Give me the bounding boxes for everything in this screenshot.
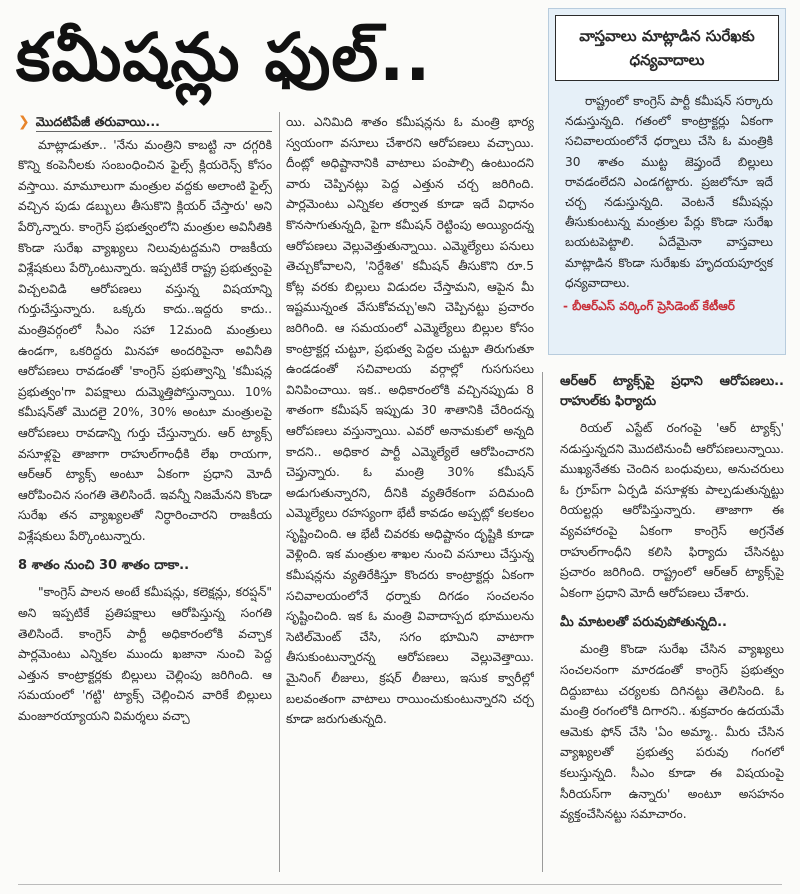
paragraph: మంత్రి కొండా సురేఖ చేసిన వ్యాఖ్యలు సంచలనంగా మారడంతో కాంగ్రెస్ ప్రభుత్వం దిద్దుబాటు చర్యలకు దిగినట్టు తెలిసింది. ఓ మంత్రి రంగంలోకి దిగారని.. శుక్రవారం ఉదయమే ఆమెకు ఫోన్ చేసి 'ఏం అమ్మా.. మీరు చేసిన వ్యాఖ్యలతో ప్రభుత్వ పరువు గంగలో కలుస్తున్నది. సీఎం కూడా ఈ విషయంపై సీరియస్‌గా ఉన్నారు' అంటూ అసహనం వ్యక్తంచేసినట్టు సమాచారం. xyxy=(560,642,784,822)
quote-box-body xyxy=(549,81,785,293)
paragraph: రియల్ ఎస్టేట్ రంగంపై 'ఆర్ ట్యాక్స్' నడుస్తున్నదని మొదటినుంచీ ఆరోపణలున్నాయి. ముఖ్యనేతకు చెందిన బంధువులు, అనుచరులు ఓ గ్రూప్‌గా ఏర్పడి వసూళ్లకు పాల్పడుతున్నట్టు రియల్టర్లు ఆరోపిస్తున్నారు. తాజాగా ఈ వ్యవహారంపై ఏకంగా కాంగ్రెస్ అగ్రనేత రాహుల్‌గాంధీని కలిసి ఫిర్యాదు చేసినట్టు ప్రచారం జరిగింది. రాష్ట్రంలో ఆర్ఆర్ ట్యాక్స్‌పై ఏకంగా ప్రధాని మోదీ ఆరోపణలు చేశారు. xyxy=(560,421,784,600)
paragraph: "కాంగ్రెస్ పాలన అంటే కమీషన్లు, కలెక్షన్లు, కరప్షన్" అని ఇప్పటికే ప్రతిపక్షాలు ఆరోపిస్తున్న సంగతి తెలిసిందే. కాంగ్రెస్ పార్టీ అధికారంలోకి వచ్చాక పార్లమెంటు ఎన్నికల ముందు ఖజానా నుంచి పెద్ద ఎత్తున కాంట్రాక్టర్లకు బిల్లులు చెల్లింపు జరిగింది. ఆ సమయంలో 'గట్టి' ట్యాక్స్ చెల్లించిన వారికే బిల్లులు మంజూరయ్యాయని విమర్శలు వచ్చా xyxy=(18,585,272,724)
bottom-rule xyxy=(18,884,782,885)
subheading: ఆర్ఆర్ ట్యాక్స్‌పై ప్రధాని ఆరోపణలు.. రాహుల్‌కు ఫిర్యాదు xyxy=(560,374,784,409)
continued-from-front-page xyxy=(18,112,272,133)
column-divider xyxy=(542,372,543,872)
article-column-3 xyxy=(560,372,784,872)
continued-label: మొదటిపేజీ తరువాయి... xyxy=(36,112,272,132)
quote-box xyxy=(548,8,786,355)
quote-text: రాష్ట్రంలో కాంగ్రెస్ పార్టీ కమీషన్ సర్కారు నడుస్తున్నది. గతంలో కాంట్రాక్టర్లు ఏకంగా సచివాలయంలోనే ధర్నాలు చేసి ఓ మంత్రికి 30 శాతం ముట్ట జెప్తుందే బిల్లులు రావడంలేదని ఎండగట్టారు. ప్రజలోనూ ఇదే చర్చ నడుస్తున్నది. వెంటనే కమీషన్లు తీసుకుంటున్న మంత్రుల పేర్లు కొండా సురేఖ బయటపెట్టాలి. ఏదేమైనా వాస్తవాలు మాట్లాడిన కొండా సురేఖకు హృదయపూర్వక ధన్యవాదాలు. xyxy=(565,94,773,290)
quote-attribution: - బీఆర్‌ఎస్ వర్కింగ్ ప్రెసిడెంట్ కేటీఆర్ xyxy=(563,299,735,314)
subheading: మీ మాటలతో పరువుపోతున్నది.. xyxy=(560,615,727,631)
paragraph: మాట్లాడుతూ.. 'నేను మంత్రిని కాబట్టి నా దగ్గరికి కొన్ని కంపెనీలకు సంబంధించిన ఫైల్స్ క్లియరెన్స్ కోసం వస్తాయి. మామూలుగా మంత్రుల వద్దకు అలాంటి ఫైల్స్ వచ్చిన పుడు డబ్బులు తీసుకొని క్లియర్ చేస్తారు' అని పేర్కొన్నారు. కాంగ్రెస్ ప్రభుత్వంలోని మంత్రుల అవినీతికి కొండా సురేఖ వ్యాఖ్యలు నిలువుటద్దమని రాజకీయ విశ్లేషకులు పేర్కొంటున్నారు. ఇప్పటికే రాష్ట్ర ప్రభుత్వంపై విచ్చలవిడి ఆరోపణలు వస్తున్న విషయాన్ని గుర్తుచేస్తున్నారు. ఒక్కరు కాదు..ఇద్దరు కాదు.. మంత్రివర్గంలో సీఎం సహా 12మంది మంత్రులు ఉండగా, ఒకరిద్దరు మినహా అందరిపైనా అవినీతి ఆరోపణలు రావడంతో 'కాంగ్రెస్ ప్రభుత్వాన్ని 'కమీషన్ల ప్రభుత్వం'గా విపక్షాలు దుమ్మెత్తిపోస్తున్నాయి. 10% కమీషన్‌తో మొదలై 20%, 30% అంటూ మంత్రులపై ఆరోపణలు రావడాన్ని గుర్తు చేస్తున్నారు. ఆర్ ట్యాక్స్ వసూళ్లపై తాజాగా రాహుల్‌గాంధీకి లేఖ రాయగా, ఆర్‌ఆర్ ట్యాక్స్ అంటూ ఏకంగా ప్రధాని మోదీ ఆరోపించిన సంగతి తెలిసిందే. ఇవన్నీ నిజమేనని కొండా సురేఖ తన వ్యాఖ్యలతో నిర్ధారించారని రాజకీయ విశ్లేషకులు పేర్కొంటున్నారు. xyxy=(18,137,272,543)
chevron-right-icon: ❯ xyxy=(18,114,30,130)
subheading: 8 శాతం నుంచి 30 శాతం దాకా.. xyxy=(18,558,190,574)
paragraph: యి. ఎనిమిది శాతం కమీషన్లను ఓ మంత్రి భార్య స్వయంగా వసూలు చేశారని ఆరోపణలు వచ్చాయి. దీంట్లో అధిష్టానానికి వాటాలు పంపాల్సి ఉంటుందని వారు చెప్పినట్లు పెద్ద ఎత్తున చర్చ జరిగింది. పార్లమెంటు ఎన్నికల తర్వాత కూడా ఇదే విధానం కొనసాగుతున్నది, పైగా కమీషన్ రెట్టింపు అయ్యిందన్న ఆరోపణలు వెల్లువెత్తుతున్నాయి. ఎమ్మెల్యేలు పనులు తెచ్చుకోవాలని, 'నిర్దేశిత' కమీషన్ తీసుకొని రూ.5 కోట్ల వరకు బిల్లులు విడుదల చేస్తామని, ఆపైన మీ ఇష్టమున్నంత వేసుకోవచ్చు'అని చెప్పినట్టు ప్రచారం జరిగింది. ఆ సమయంలో ఎమ్మెల్యేలు బిల్లుల కోసం కాంట్రాక్టర్ల చుట్టూ, ప్రభుత్వ పెద్దల చుట్టూ తిరుగుతూ ఉండడంతో సచివాలయ వర్గాల్లో గుసగుసలు వినిపించాయి. ఇక.. అధికారంలోకి వచ్చినప్పుడు 8 శాతంగా కమీషన్ ఇప్పుడు 30 శాతానికి చేరిందన్న ఆరోపణలు వస్తున్నాయి. ఎవరో అనామకులో అన్నది కాదని.. అధికార పార్టీ ఎమ్మెల్యేలే ఆరోపించారని చెప్తున్నారు. ఓ మంత్రి 30% కమీషన్ అడుగుతున్నారని, దీనికి వ్యతిరేకంగా పదిమంది ఎమ్మెల్యేలు రహస్యంగా భేటీ కావడం అప్పట్లో కలకలం సృష్టించింది. ఆ భేటీ చివరకు అధిష్టానం దృష్టికి కూడా వెళ్లింది. ఇక మంత్రుల శాఖల నుంచి వసూలు చేస్తున్న కమీషన్లను వ్యతిరేకిస్తూ కొందరు కాంట్రాక్టర్లు ఏకంగా సచివాలయంలోనే ధర్నాకు దిగడం సంచలనం సృష్టించింది. ఇక ఓ మంత్రి వివాదాస్పద భూములను సెటిల్‌మెంట్ చేసి, సగం భూమిని వాటాగా తీసుకుంటున్నారన్న ఆరోపణలు వెల్లువెత్తాయి. మైనింగ్ లీజులు, క్రషర్ లీజులు, ఇసుక క్వారీల్లో బలవంతంగా వాటాలు రాయించుకుంటున్నారని చర్చ కూడా జరుగుతున్నది. xyxy=(286,115,534,727)
quote-box-title: వాస్తవాలు మాట్లాడిన సురేఖకు ధన్యవాదాలు xyxy=(555,15,779,81)
column-divider xyxy=(279,112,280,872)
article-column-1 xyxy=(18,112,272,882)
headline: కమీషన్లు ఫుల్.. xyxy=(16,19,432,96)
article-column-2 xyxy=(286,112,534,870)
